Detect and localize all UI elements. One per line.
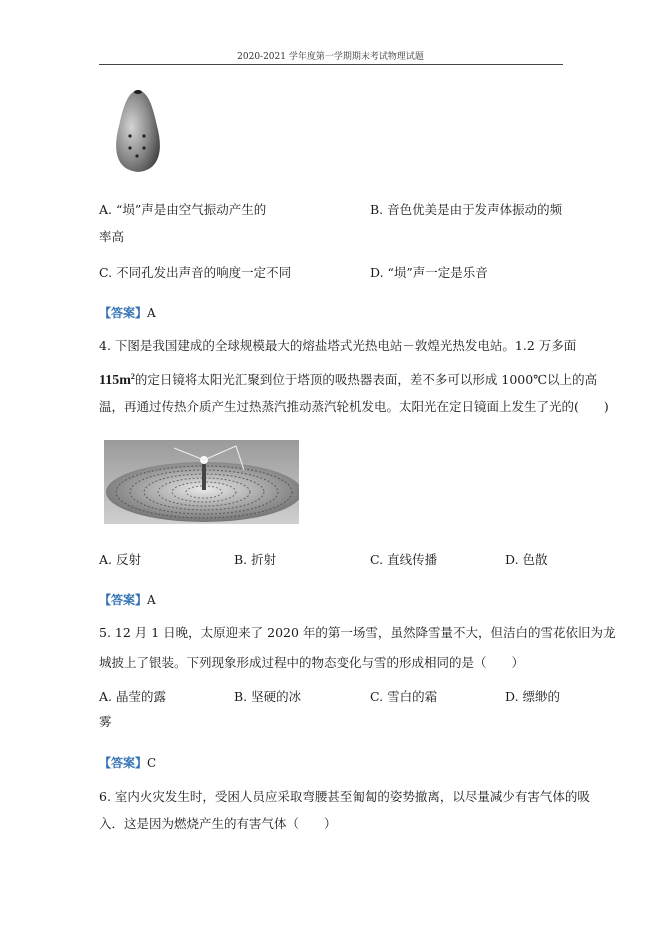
q4-stem-line-2 bbox=[99, 368, 597, 389]
q3-option-b-continued: 率高 bbox=[99, 229, 125, 244]
q4-stem-line-1: 4. 下图是我国建成的全球规模最大的熔盐塔式光热电站－敦煌光热发电站。1.2 万多面 bbox=[99, 338, 577, 353]
q5-option-d-continued: 雾 bbox=[99, 714, 112, 729]
page-header-title: 2020-2021 学年度第一学期期末考试物理试题 bbox=[237, 52, 424, 62]
answer-label: 【答案】 bbox=[99, 756, 148, 770]
q5-option-a[interactable]: A. 晶莹的露 bbox=[99, 689, 166, 704]
xun-ocarina-image bbox=[109, 86, 167, 176]
answer-value: A bbox=[147, 593, 156, 607]
q3-option-c[interactable]: C. 不同孔发出声音的响度一定不同 bbox=[99, 265, 292, 280]
mirror-area-value: 115m bbox=[99, 373, 131, 389]
q3-answer bbox=[99, 302, 156, 321]
q5-answer bbox=[99, 752, 156, 771]
header-rule bbox=[99, 64, 563, 65]
q6-stem-line-2: 入．这是因为燃烧产生的有害气体（ ） bbox=[99, 816, 337, 831]
answer-value: C bbox=[147, 756, 157, 770]
q3-option-d[interactable]: D. “埙”声一定是乐音 bbox=[370, 265, 488, 280]
q5-option-d[interactable]: D. 缥缈的 bbox=[505, 689, 561, 704]
q5-stem-line-1: 5. 12 月 1 日晚，太原迎来了 2020 年的第一场雪，虽然降雪量不大，但洁白的雪花依旧为龙 bbox=[99, 625, 616, 640]
solar-station-image bbox=[104, 440, 299, 524]
q4-option-b[interactable]: B. 折射 bbox=[234, 552, 277, 567]
answer-value: A bbox=[147, 306, 156, 320]
q3-option-a[interactable]: A. “埙”声是由空气振动产生的 bbox=[99, 202, 267, 217]
q3-option-b[interactable]: B. 音色优美是由于发声体振动的频 bbox=[370, 202, 563, 217]
heliostat-field-drawing bbox=[104, 440, 299, 524]
q5-option-c[interactable]: C. 雪白的霜 bbox=[370, 689, 438, 704]
q4-option-d[interactable]: D. 色散 bbox=[505, 552, 548, 567]
q6-stem-line-1: 6. 室内火灾发生时，受困人员应采取弯腰甚至匍匐的姿势撤离，以尽量减少有害气体的吸 bbox=[99, 789, 590, 804]
xun-ocarina-drawing bbox=[109, 86, 167, 176]
answer-label: 【答案】 bbox=[99, 593, 148, 607]
mirror-area-exponent: 2 bbox=[130, 372, 135, 381]
q4-answer bbox=[99, 589, 156, 608]
q4-stem-line-3: 温，再通过传热介质产生过热蒸汽推动蒸汽轮机发电。太阳光在定日镜面上发生了光的( ) bbox=[99, 399, 609, 414]
q5-option-b[interactable]: B. 坚硬的冰 bbox=[234, 689, 302, 704]
q4-stem-line-2-text: 的定日镜将太阳光汇聚到位于塔顶的吸热器表面，差不多可以形成 1000℃以上的高 bbox=[134, 372, 598, 388]
q5-stem-line-2: 城披上了银装。下列现象形成过程中的物态变化与雪的形成相同的是（ ） bbox=[99, 655, 525, 670]
q4-option-a[interactable]: A. 反射 bbox=[99, 552, 141, 567]
q4-option-c[interactable]: C. 直线传播 bbox=[370, 552, 438, 567]
answer-label: 【答案】 bbox=[99, 306, 148, 320]
